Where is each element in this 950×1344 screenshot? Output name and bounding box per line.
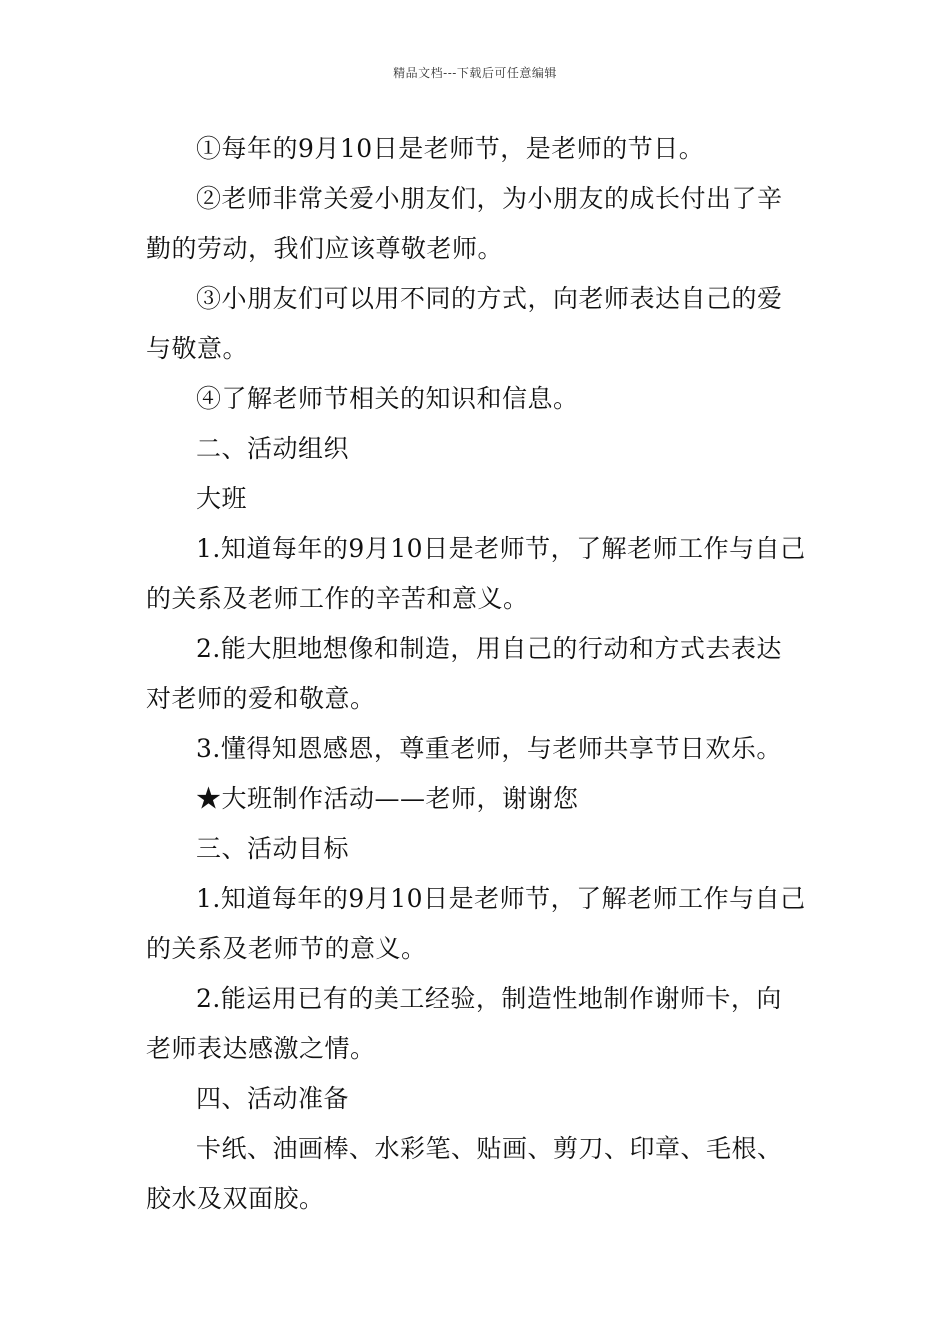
paragraph-objective-1: 1.知道每年的9月10日是老师节，了解老师工作与自己的关系及老师节的意义。	[146, 884, 806, 963]
paragraph-org-item-3: 3.懂得知恩感恩，尊重老师，与老师共享节日欢乐。	[196, 734, 782, 763]
section-heading-organization: 二、活动组织	[196, 434, 350, 463]
paragraph-goal-3: ③小朋友们可以用不同的方式，向老师表达自己的爱与敬意。	[146, 284, 783, 363]
paragraph-goal-4: ④了解老师节相关的知识和信息。	[196, 384, 579, 413]
paragraph-org-item-2: 2.能大胆地想像和制造，用自己的行动和方式去表达对老师的爱和敬意。	[146, 634, 782, 713]
activity-title: ★大班制作活动——老师，谢谢您	[196, 784, 579, 813]
subheading-big-class: 大班	[196, 484, 248, 513]
paragraph-materials: 卡纸、油画棒、水彩笔、贴画、剪刀、印章、毛根、胶水及双面胶。	[146, 1134, 783, 1213]
paragraph-org-item-1: 1.知道每年的9月10日是老师节，了解老师工作与自己的关系及老师工作的辛苦和意义。	[146, 534, 806, 613]
paragraph-goal-1: ①每年的9月10日是老师节，是老师的节日。	[196, 134, 705, 163]
paragraph-objective-2: 2.能运用已有的美工经验，制造性地制作谢师卡，向老师表达感激之情。	[146, 984, 782, 1063]
section-heading-objectives: 三、活动目标	[196, 834, 350, 863]
page-header: 精品文档---下载后可任意编辑	[393, 66, 557, 80]
section-heading-preparation: 四、活动准备	[196, 1084, 350, 1113]
paragraph-goal-2: ②老师非常关爱小朋友们，为小朋友的成长付出了辛勤的劳动，我们应该尊敬老师。	[146, 184, 783, 263]
document-body	[146, 124, 806, 1224]
